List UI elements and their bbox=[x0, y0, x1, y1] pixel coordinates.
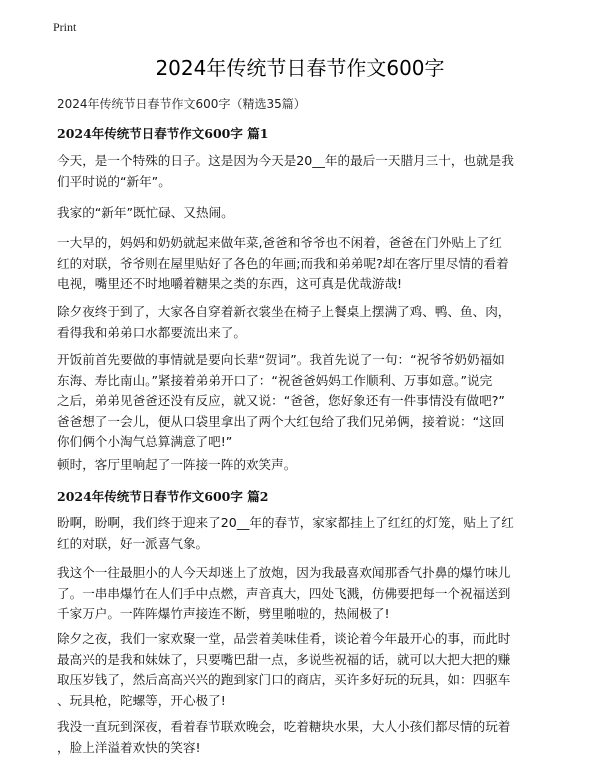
text-line: 看得我和弟弟口水都要流出来了。 bbox=[57, 324, 246, 340]
text-line: 除夕之夜，我们一家欢聚一堂，品尝着美味佳肴，谈论着今年最开心的事，而此时 bbox=[57, 631, 511, 646]
section-heading-2: 2024年传统节日春节作文600字 篇2 bbox=[57, 489, 269, 504]
paragraph bbox=[57, 302, 557, 343]
paragraph bbox=[57, 233, 557, 295]
text-line: 红的对联，爷爷则在屋里贴好了各色的年画;而我和弟弟呢?却在客厅里尽情的看着 bbox=[57, 255, 509, 271]
text-line: 、玩具枪，陀螺等，开心极了! bbox=[57, 692, 226, 708]
paragraph bbox=[57, 717, 557, 758]
text-line: 我家的“新年”既忙碌、又热闹。 bbox=[57, 205, 234, 220]
paragraph bbox=[57, 513, 557, 554]
text-line: ，脸上洋溢着欢快的笑容! bbox=[57, 739, 201, 755]
text-line: 取压岁钱了，然后高高兴兴的跑到家门口的商店，买许多好玩的玩具，如：四驱车 bbox=[57, 672, 511, 687]
paragraph bbox=[57, 350, 557, 453]
print-link[interactable]: Print bbox=[53, 20, 77, 34]
text-line: 我这个一往最胆小的人今天却迷上了放炮，因为我最喜欢闻那香气扑鼻的爆竹味儿 bbox=[57, 565, 511, 580]
text-line: 开饭前首先要做的事情就是要向长辈“贺词”。我首先说了一句：“祝爷爷奶奶福如 bbox=[57, 352, 505, 367]
text-line: 你们俩个小淘气总算满意了吧!” bbox=[57, 434, 233, 449]
article-subtitle: 2024年传统节日春节作文600字（精选35篇） bbox=[57, 97, 306, 111]
paragraph bbox=[57, 203, 557, 224]
text-line: 最高兴的是我和妹妹了，只要嘴巴甜一点，多说些祝福的话，就可以大把大把的赚 bbox=[57, 651, 511, 667]
page-title: 2024年传统节日春节作文600字 bbox=[155, 56, 445, 80]
text-line: 今天，是一个特殊的日子。这是因为今天是20__年的最后一天腊月三十，也就是我 bbox=[57, 153, 514, 168]
paragraph bbox=[57, 563, 557, 625]
paragraph bbox=[57, 151, 557, 192]
text-line: 盼啊，盼啊，我们终于迎来了20__年的春节，家家都挂上了红红的灯笼，贴上了红 bbox=[57, 515, 514, 530]
text-line: 我没一直玩到深夜，看着春节联欢晚会，吃着糖块水果，大人小孩们都尽情的玩着 bbox=[57, 719, 511, 734]
text-line: 电视，嘴里还不时地嚼着糖果之类的东西，这可真是优哉游哉! bbox=[57, 276, 403, 291]
text-line: 东海、寿比南山。”紧接着弟弟开口了：“祝爸爸妈妈工作顺利、万事如意。”说完 bbox=[57, 372, 493, 388]
paragraph bbox=[57, 455, 557, 476]
text-line: 爸爸想了一会儿，便从口袋里拿出了两个大红包给了我们兄弟俩，接着说：“这回 bbox=[57, 413, 505, 429]
text-line: 顿时，客厅里响起了一阵接一阵的欢笑声。 bbox=[57, 457, 297, 472]
text-line: 们平时说的“新年”。 bbox=[57, 173, 171, 189]
text-line: 之后，弟弟见爸爸还没有反应，就又说：“爸爸，您好象还有一件事情没有做吧?” bbox=[57, 393, 505, 408]
section-heading-1: 2024年传统节日春节作文600字 篇1 bbox=[57, 126, 269, 141]
text-line: 了。一串串爆竹在人们手中点燃，声音真大，四处飞溅，仿佛要把每一个祝福送到 bbox=[57, 585, 511, 601]
paragraph bbox=[57, 629, 557, 711]
text-line: 除夕夜终于到了，大家各自穿着新衣裳坐在椅子上餐桌上摆满了鸡、鸭、鱼、肉， bbox=[57, 304, 511, 319]
text-line: 一大早的，妈妈和奶奶就起来做年菜,爸爸和爷爷也不闲着，爸爸在门外贴上了红 bbox=[57, 235, 502, 250]
text-line: 红的对联，好一派喜气象。 bbox=[57, 535, 209, 551]
text-line: 千家万户。一阵阵爆竹声接连不断，劈里啪啦的，热闹极了! bbox=[57, 606, 390, 621]
